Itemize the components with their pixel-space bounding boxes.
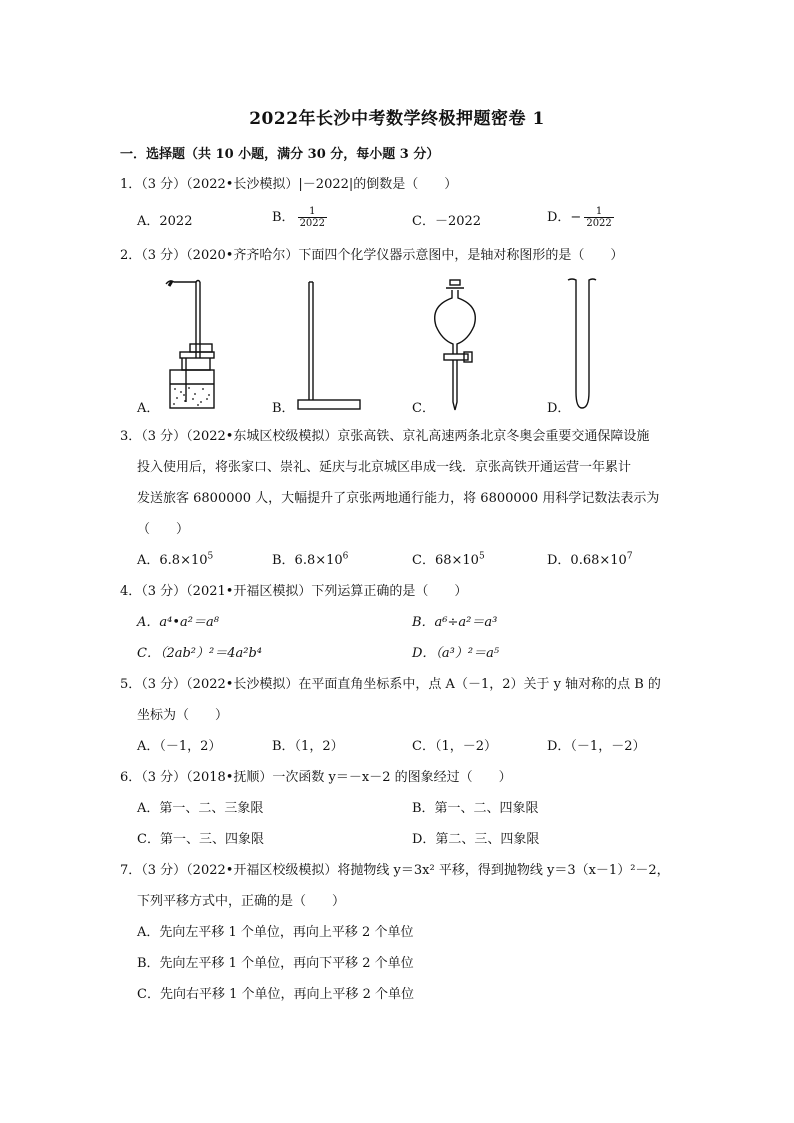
page-title: 2022年长沙中考数学终极押题密卷 1 <box>249 109 545 129</box>
question-5-option-a: A．（－1，2） <box>137 739 222 754</box>
question-6-option-a: A．第一、二、三象限 <box>137 801 264 816</box>
question-4-option-c: C．（2ab²）²＝4a²b⁴ <box>137 646 262 661</box>
question-7-option-a: A．先向左平移 1 个单位，再向上平移 2 个单位 <box>137 925 414 940</box>
option-c-exponent: 5 <box>478 551 485 562</box>
question-5-line-2: 坐标为（ ） <box>137 708 229 723</box>
option-d-fraction <box>584 206 613 229</box>
question-3-option-b <box>272 552 348 570</box>
option-a-exponent: 5 <box>207 551 214 562</box>
question-7-line-2: 下列平移方式中，正确的是（ ） <box>137 894 346 909</box>
question-6-option-c: C．第一、三、四象限 <box>137 832 264 847</box>
question-1-option-a: A．2022 <box>137 214 193 229</box>
question-3-line-1: 3．（3 分）（2022•东城区校级模拟）京张高铁、京礼高速两条北京冬奥会重要交通保障设施 <box>120 429 650 444</box>
question-3-line-2: 投入使用后，将张家口、崇礼、延庆与北京城区串成一线．京张高铁开通运营一年累计 <box>137 460 632 475</box>
question-2-option-c: C． <box>412 401 435 416</box>
question-5-line-1: 5．（3 分）（2022•长沙模拟）在平面直角坐标系中，点 A（－1，2）关于 y 轴对称的点 B 的 <box>120 677 661 692</box>
question-5-option-b: B．（1，2） <box>272 739 344 754</box>
question-2-option-b: B． <box>272 401 295 416</box>
test-tube-figure <box>562 278 602 413</box>
gas-washing-bottle-figure <box>160 278 230 413</box>
question-5-option-d: D．（－1，－2） <box>547 739 646 754</box>
option-c-base: C．68×10 <box>412 553 479 568</box>
option-d-base: D．0.68×10 <box>547 553 627 568</box>
question-3-option-a <box>137 552 213 570</box>
fraction-denominator: 2022 <box>586 218 612 229</box>
fraction-numerator: 1 <box>595 206 603 217</box>
question-1-stem: 1．（3 分）（2022•长沙模拟）|－2022|的倒数是（ ） <box>120 177 458 192</box>
option-b-base: B．6.8×10 <box>272 553 343 568</box>
question-6-option-b: B．第一、二、四象限 <box>412 801 539 816</box>
option-b-exponent: 6 <box>342 551 349 562</box>
question-1-option-c: C．－2022 <box>412 214 482 229</box>
option-d-prefix: D．− <box>547 210 582 225</box>
question-3-line-3: 发送旅客 6800000 人，大幅提升了京张两地通行能力，将 6800000 用科学记数法表示为 <box>137 491 660 506</box>
option-b-fraction <box>298 206 327 229</box>
section-heading: 一．选择题（共 10 小题，满分 30 分，每小题 3 分） <box>120 147 440 162</box>
question-7-line-1: 7．（3 分）（2022•开福区校级模拟）将抛物线 y＝3x² 平移，得到抛物线 y＝3（x－1）²－2， <box>120 863 670 878</box>
question-4-option-d: D．（a³）²＝a⁵ <box>412 646 500 661</box>
question-2-option-d: D． <box>547 401 571 416</box>
option-b-prefix: B． <box>272 210 295 225</box>
iron-stand-figure <box>294 278 366 413</box>
fraction-numerator: 1 <box>309 206 316 217</box>
question-1-option-b <box>272 206 327 229</box>
separatory-funnel-figure <box>422 278 492 413</box>
question-1-option-d <box>547 206 614 229</box>
question-3-line-4: （ ） <box>137 522 190 537</box>
question-4-stem: 4．（3 分）（2021•开福区模拟）下列运算正确的是（ ） <box>120 584 468 599</box>
option-d-exponent: 7 <box>626 551 633 562</box>
question-6-stem: 6．（3 分）（2018•抚顺）一次函数 y＝－x－2 的图象经过（ ） <box>120 770 512 785</box>
question-2-stem: 2．（3 分）（2020•齐齐哈尔）下面四个化学仪器示意图中，是轴对称图形的是（ ） <box>120 248 624 263</box>
question-5-option-c: C．（1，－2） <box>412 739 497 754</box>
question-4-option-a: A．a⁴•a²＝a⁸ <box>137 615 219 630</box>
question-7-option-c: C．先向右平移 1 个单位，再向上平移 2 个单位 <box>137 987 415 1002</box>
question-2-option-a: A． <box>137 401 160 416</box>
question-3-option-c <box>412 552 485 570</box>
question-6-option-d: D．第二、三、四象限 <box>412 832 540 847</box>
question-7-option-b: B．先向左平移 1 个单位，再向下平移 2 个单位 <box>137 956 414 971</box>
question-3-option-d <box>547 552 633 570</box>
fraction-denominator: 2022 <box>299 218 326 229</box>
question-4-option-b: B．a⁶÷a²＝a³ <box>412 615 498 630</box>
option-a-base: A．6.8×10 <box>137 553 208 568</box>
